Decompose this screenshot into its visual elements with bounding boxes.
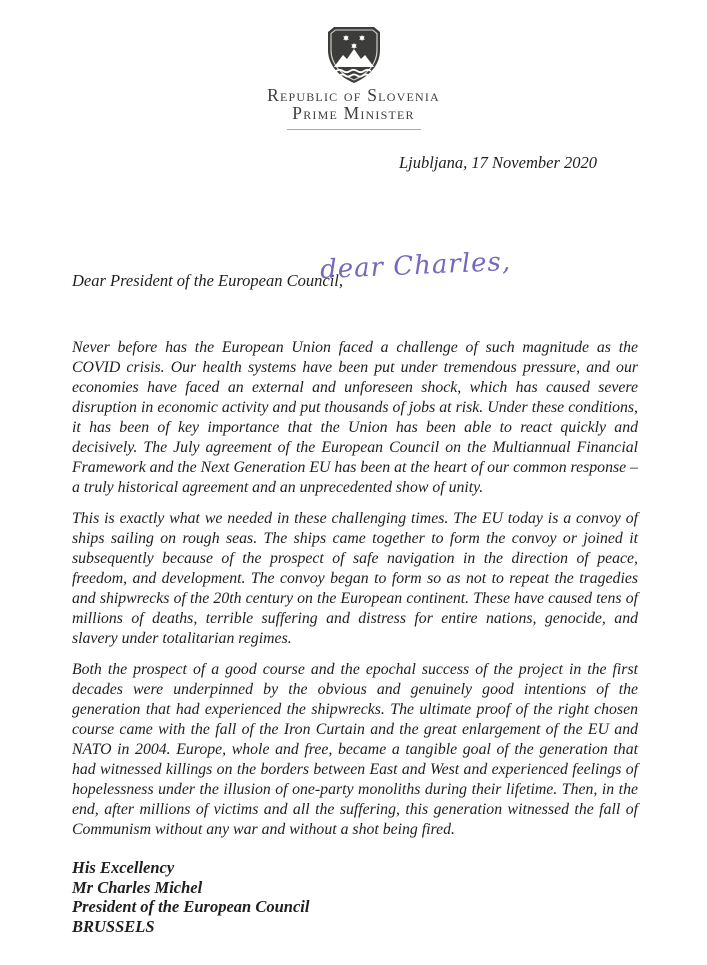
letter-body (72, 338, 638, 851)
org-name-office: Prime Minister (292, 103, 415, 123)
handwritten-greeting: dear Charles, (319, 246, 512, 286)
org-name-country: Republic of Slovenia (267, 85, 440, 105)
recipient-city: BRUSSELS (72, 916, 155, 936)
slovenia-coat-of-arms-icon (324, 26, 384, 84)
letterhead (0, 26, 707, 130)
paragraph-covid-response: Never before has the European Union faced a challenge of such magnitude as the COVID crisis. Our health systems have been put under tremendous pressure, and our economies have faced an external and unforeseen shock, which has caused severe disruption in economic activity and put thousands of jobs at risk. Under these conditions, it has been of key importance that the Union has been able to react quickly and decisively. The July agreement of the European Council on the Multiannual Financial Framework and the Next Generation EU has been at the heart of our common response – a truly historical agreement and an unprecedented show of unity. (72, 339, 638, 496)
recipient-honorific: His Excellency (72, 858, 175, 877)
salutation-printed: Dear President of the European Council, (72, 271, 343, 290)
dateline: Ljubljana, 17 November 2020 (399, 153, 597, 172)
paragraph-convoy-metaphor: This is exactly what we needed in these challenging times. The EU today is a convoy of ships sailing on rough seas. The ships came together to form the convoy or joined it subsequently because of the prospect of safe navigation in the direction of peace, freedom, and development. The convoy began to form so as not to repeat the tragedies and shipwrecks of the 20th century on the European continent. These have caused tens of millions of deaths, terrible suffering and distress for entire nations, genocide, and slavery under totalitarian regimes. (72, 510, 638, 647)
recipient-name: Mr Charles Michel (72, 877, 203, 897)
letterhead-divider (287, 129, 421, 130)
paragraph-good-course: Both the prospect of a good course and the epochal success of the project in the first decades were underpinned by the obvious and genuinely good intentions of the generation that had experienced the shipwrecks. The ultimate proof of the right chosen course came with the fall of the Iron Curtain and the great enlargement of the EU and NATO in 2004. Europe, whole and free, became a tangible goal of the generation that had witnessed killings on the borders between East and West and experienced feelings of hopelessness under the illusion of one-party monoliths during their lifetime. Then, in the end, after millions of victims and all the suffering, this generation witnessed the fall of Communism without any war and without a shot being fired. (72, 661, 638, 838)
recipient-address (72, 858, 309, 936)
recipient-title: President of the European Council (72, 897, 310, 916)
